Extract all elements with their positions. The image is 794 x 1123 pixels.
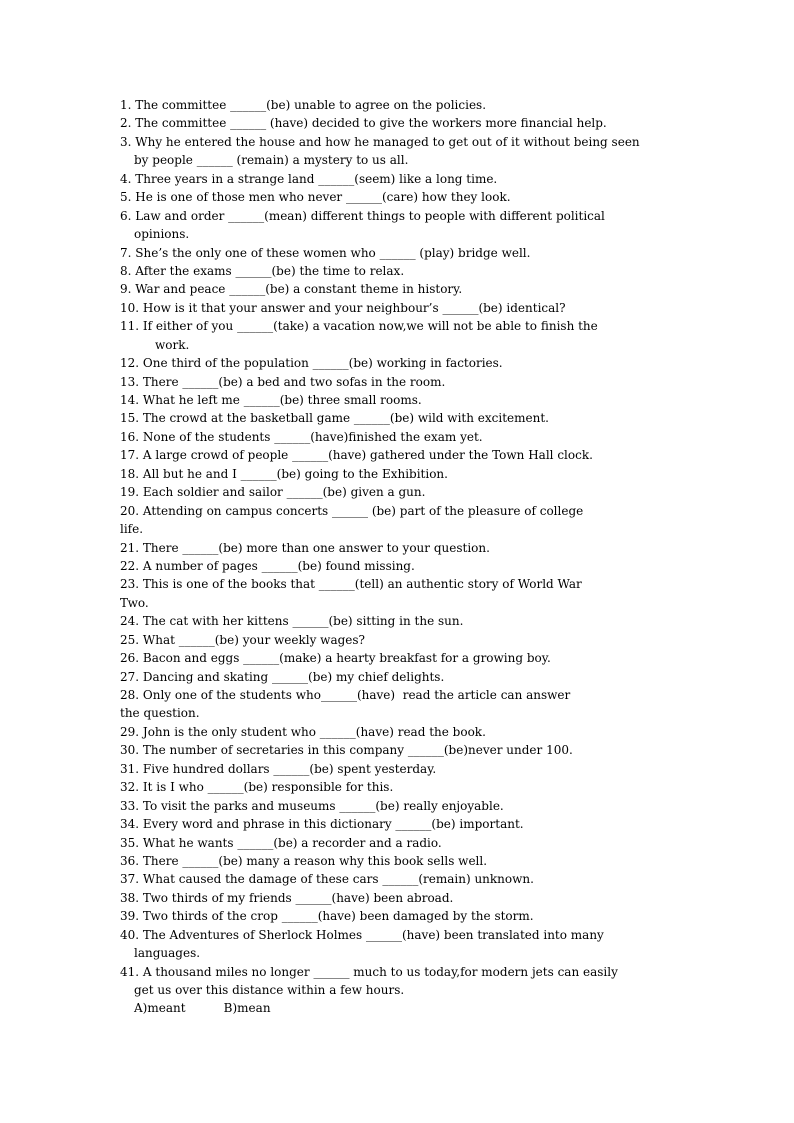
exercise-line: 36. There ______(be) many a reason why this book sells well.: [120, 853, 488, 868]
exercise-line: 38. Two thirds of my friends ______(have) been abroad.: [120, 890, 454, 905]
exercise-line: 11. If either of you ______(take) a vacation now,we will not be able to finish the: [120, 319, 598, 334]
exercise-line: 28. Only one of the students who______(have) read the article can answer: [120, 688, 571, 702]
exercise-line: 40. The Adventures of Sherlock Holmes ______(have) been translated into many: [120, 927, 604, 942]
exercise-line: 5. He is one of those men who never ______(care) how they look.: [120, 190, 511, 205]
exercise-line: the question.: [120, 706, 200, 721]
exercise-line: 17. A large crowd of people ______(have) gathered under the Town Hall clock.: [120, 448, 593, 463]
exercise-line: 30. The number of secretaries in this company ______(be)never under 100.: [120, 743, 573, 758]
exercise-line: 32. It is I who ______(be) responsible for this.: [120, 780, 394, 795]
exercise-line: 39. Two thirds of the crop ______(have) been damaged by the storm.: [120, 909, 534, 924]
exercise-line: 21. There ______(be) more than one answer to your question.: [120, 540, 490, 555]
exercise-line: 22. A number of pages ______(be) found missing.: [120, 558, 415, 573]
exercise-line: 19. Each soldier and sailor ______(be) given a gun.: [120, 485, 426, 500]
exercise-line: 37. What caused the damage of these cars ______(remain) unknown.: [120, 872, 534, 887]
exercise-line: 10. How is it that your answer and your neighbour’s ______(be) identical?: [120, 300, 566, 315]
exercise-line: 27. Dancing and skating ______(be) my chief delights.: [120, 669, 445, 684]
exercise-line: 13. There ______(be) a bed and two sofas in the room.: [120, 374, 446, 389]
exercise-line: opinions.: [134, 227, 190, 242]
exercise-line: 6. Law and order ______(mean) different things to people with different political: [120, 208, 605, 223]
exercise-line: 7. She’s the only one of these women who ______ (play) bridge well.: [120, 245, 531, 260]
exercise-line: Two.: [120, 595, 149, 610]
exercise-line: 26. Bacon and eggs ______(make) a hearty breakfast for a growing boy.: [120, 651, 551, 666]
exercise-line: 2. The committee ______ (have) decided to give the workers more financial help.: [120, 116, 607, 131]
exercise-line: 15. The crowd at the basketball game ______(be) wild with excitement.: [120, 411, 549, 426]
exercise-line: 25. What ______(be) your weekly wages?: [120, 632, 365, 647]
exercise-line: by people ______ (remain) a mystery to us all.: [134, 153, 409, 168]
exercise-line: get us over this distance within a few hours.: [134, 983, 405, 997]
exercise-line: life.: [120, 522, 144, 537]
exercise-line: 9. War and peace ______(be) a constant theme in history.: [120, 282, 463, 297]
exercise-line: 41. A thousand miles no longer ______ much to us today,for modern jets can easily: [120, 964, 618, 979]
exercise-line: 12. One third of the population ______(be) working in factories.: [120, 356, 503, 371]
exercise-line: 31. Five hundred dollars ______(be) spent yesterday.: [120, 761, 437, 776]
exercise-line: 1. The committee ______(be) unable to agree on the policies.: [120, 98, 487, 112]
exercise-line: 33. To visit the parks and museums ______(be) really enjoyable.: [120, 798, 504, 813]
exercise-line: 24. The cat with her kittens ______(be) sitting in the sun.: [120, 614, 464, 629]
exercise-line: 34. Every word and phrase in this dictionary ______(be) important.: [120, 817, 524, 832]
exercise-line: 29. John is the only student who ______(have) read the book.: [120, 724, 486, 739]
exercise-line: 8. After the exams ______(be) the time to relax.: [120, 263, 405, 278]
exercise-list: [120, 96, 700, 1018]
exercise-line: 20. Attending on campus concerts ______ (be) part of the pleasure of college: [120, 503, 584, 518]
exercise-line: 14. What he left me ______(be) three small rooms.: [120, 393, 422, 407]
exercise-line: 3. Why he entered the house and how he managed to get out of it without being seen: [120, 134, 640, 149]
exercise-line: 23. This is one of the books that ______(tell) an authentic story of World War: [120, 577, 582, 592]
exercise-line: 16. None of the students ______(have)finished the exam yet.: [120, 429, 483, 444]
exercise-line: languages.: [134, 946, 201, 961]
exercise-line: 35. What he wants ______(be) a recorder and a radio.: [120, 835, 442, 850]
exercise-line: work.: [155, 337, 190, 352]
exercise-line: A)meant B)mean: [134, 1001, 271, 1016]
exercise-line: 18. All but he and I ______(be) going to the Exhibition.: [120, 466, 448, 481]
exercise-line: 4. Three years in a strange land ______(seem) like a long time.: [120, 171, 498, 186]
